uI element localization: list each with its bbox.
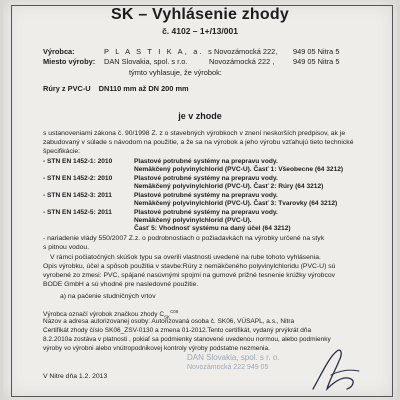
product-line — [43, 84, 197, 93]
plant-label: Miesto výroby: — [43, 57, 96, 66]
tests-line: V rámci počiatočných skúšok typu sa overili vlastnosti uvedené na rube tohoto vyhlásenia. — [50, 254, 321, 261]
regulation-line: - nariadenie vlády 550/2007 Z.z. o podrobnostiach o požiadavkách na výrobky určené na styk — [43, 235, 325, 242]
tests-line: Opis výrobku, účel a spôsob použitia v stavbe:Rúry z nemäkčeného polyvinylchloridu (PVC-U) sú — [43, 263, 336, 270]
certification-line: výroby vo výrobni alebo vnútropodnikovej kontroly výroby podstatne nezmenia. — [43, 345, 270, 352]
norm-desc: Nemäkčený polyvinylchlorid (PVC-U). Časť 2: Rúry (64 3212) — [134, 183, 324, 190]
norm-code: - STN EN 1452-2: 2010 — [43, 175, 113, 182]
statement-text: týmto vyhlasuje, že výrobok: — [129, 68, 222, 77]
tests-line: vyrobené zo zmesi: PVC, spájané nasúvnými spojmi na gumové prižné tesnenie krúžky výrobcov — [43, 272, 336, 279]
norm-desc: Plastové potrubné systémy na prepravu vody. — [134, 209, 278, 216]
place-date: V Nitre dňa 1.2. 2013 — [43, 373, 108, 380]
signature-icon — [303, 345, 363, 395]
plant-name: DAN Slovakia, spol. s r.o. — [104, 57, 188, 66]
norm-desc: Plastové potrubné systémy na prepravu vody. — [134, 158, 278, 165]
document-page — [3, 0, 397, 400]
intro-line: špecifikácie: — [43, 148, 81, 155]
intro-line: s ustanoveniami zákona č. 90/1998 Z. z o stavebných výrobkoch v znení neskorších predpisov, ak je — [43, 130, 346, 137]
document-title: SK – Vyhlásenie zhody — [111, 6, 289, 23]
stamp-line: Novozámocká 222 949 05 — [187, 364, 269, 371]
tests-line: BODE GmbH a sú vhodné pre nasledovné použitie. — [43, 281, 199, 288]
norm-code: - STN EN 1452-5: 2011 — [43, 209, 112, 216]
company-stamp — [187, 353, 307, 397]
norm-code: - STN EN 1452-3: 2011 — [43, 192, 112, 199]
conformity-heading: je v zhode — [178, 111, 222, 121]
product-range: DN110 mm až DN 200 mm — [98, 84, 189, 93]
manufacturer-name: P L A S T I K A, a. s. — [104, 47, 219, 56]
conformity-mark-sup: C06 — [170, 309, 179, 314]
norm-desc: Nemäkčený polyvinylchlorid (PVC-U). Časť 3: Tvarovky (64 3212) — [134, 200, 338, 207]
norm-desc: Nemäkčený polyvinylchlorid (PVC-U). Časť 1: Všeobecne (64 3212) — [134, 166, 344, 173]
stamp-line: DAN Slovakia, spol. s r. o. — [187, 353, 280, 362]
certification-line: 8.2.2010a zostáva v platnosti , pokiaľ sa podmienky stanovené uvedenou normou, alebo podmienky — [43, 336, 331, 343]
plant-city: 949 05 Nitra 5 — [293, 57, 340, 66]
certification-line: Názov a adresa autorizovanej osoby: Autorizovaná osoba č. SK06, VÚSAPL, a.s., Nitra — [43, 318, 295, 325]
intro-line: zabudovaný v súlade s návodom na použitie, a že sa na výrobok a jeho výrobu vzťahujú tieto technické — [43, 139, 354, 146]
certification-line: Výrobca označí výrobok značkou zhody $C_{SK}^{C06}$ — [43, 309, 179, 320]
norm-desc: Plastové potrubné systémy na prepravu vody. — [134, 192, 278, 199]
certification-line: Certifikát zhody číslo SK06_ZSV-0130 a zmena 01-2012.Tento certifikát, vydaný prvýkrát dňa — [43, 327, 312, 334]
norm-desc: Plastové potrubné systémy na prepravu vody. — [134, 175, 278, 182]
plant-address: Novozámocká 222 , — [209, 57, 275, 66]
norm-desc: Nemäkčený polyvinylchlorid (PVC-U). — [134, 217, 252, 224]
manufacturer-city: 949 05 Nitra 5 — [293, 47, 340, 56]
norm-code: - STN EN 1452-1: 2010 — [43, 158, 113, 165]
conformity-mark-sub: SK — [164, 314, 171, 320]
document-number: č. 4102 – 1+/13/001 — [162, 26, 238, 36]
manufacturer-address: Novozámocká 222, — [214, 47, 278, 56]
product-name: Rúry z PVC-U — [43, 84, 91, 93]
regulation-line: s pitnou vodou. — [43, 244, 90, 251]
manufacturer-label: Výrobca: — [43, 47, 75, 56]
norm-desc: Časť 5: Vhodnosť systému na daný účel (64 3212) — [134, 225, 291, 232]
usage-line: a) na pačenie studničných vrtov — [60, 293, 156, 300]
